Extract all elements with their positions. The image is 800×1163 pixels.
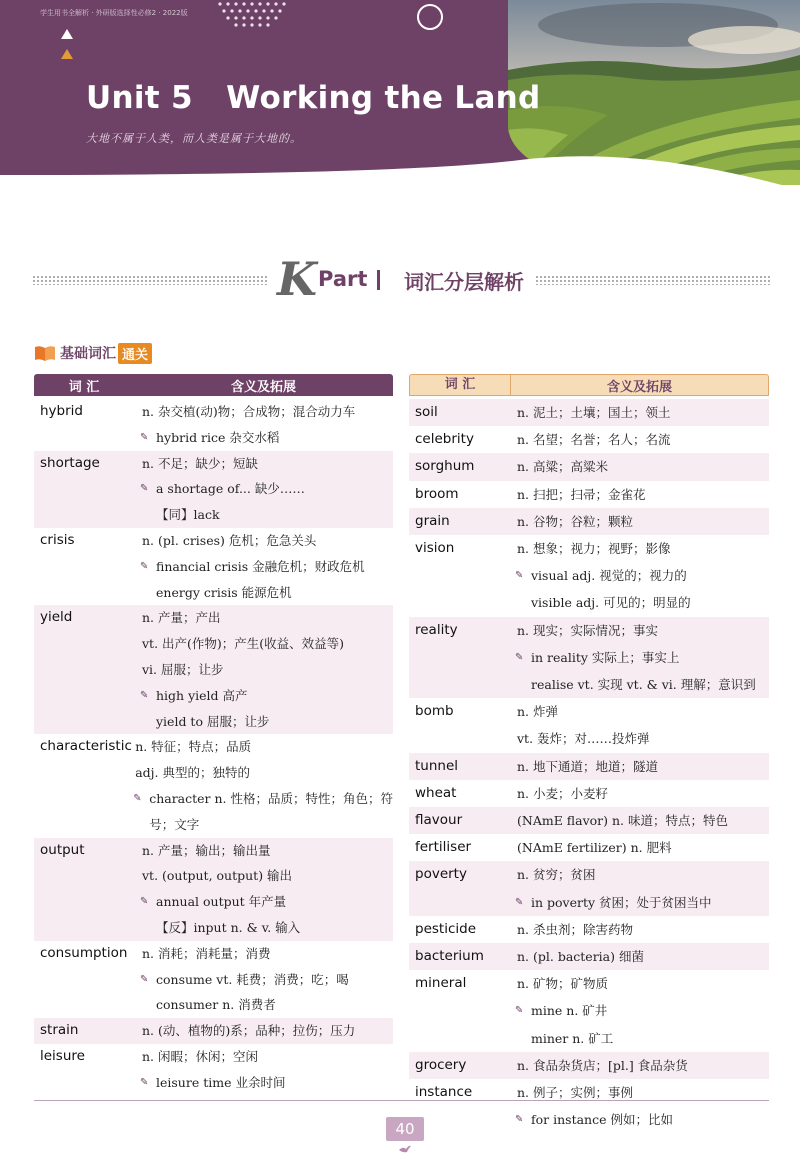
definition-line: (NAmE fertilizer) n. 肥料 [517, 840, 672, 856]
vocab-definitions [517, 481, 769, 508]
extension-line: ✎ in poverty 贫困；处于贫困当中 [517, 889, 769, 916]
definition-line: n. (pl. crises) 危机；危急关头 [142, 533, 317, 548]
unit-subtitle: 大地不属于人类，而人类是属于大地的。 [86, 132, 302, 145]
header-word: 词 汇 [68, 379, 100, 395]
definition-line: n. 地下通道；地道；隧道 [517, 758, 658, 774]
definition-line: energy crisis 能源危机 [156, 584, 292, 600]
vocab-definitions [517, 698, 769, 752]
definition-line: n. 食品杂货店；[pl.] 食品杂货 [517, 1057, 688, 1073]
vocab-entry [34, 734, 393, 837]
vocab-definitions [517, 834, 769, 861]
extension-line: ✎ annual output 年产量 [142, 889, 393, 915]
vocab-word: yield [40, 609, 73, 626]
vocab-entry [34, 1018, 393, 1044]
vocab-entry [409, 453, 769, 480]
vocab-definitions [517, 753, 769, 780]
vocab-entry [409, 780, 769, 807]
vocab-word: instance [415, 1084, 473, 1100]
definition-line: n. 想象；视力；视野；影像 [517, 541, 671, 556]
vocab-definitions [517, 861, 769, 915]
definition-line: n. 贫穷；贫困 [517, 867, 596, 883]
triangle-orange-decoration [61, 49, 73, 59]
definition-line: n. 现实；实际情况；事实 [517, 622, 658, 638]
vocab-entry [409, 916, 769, 943]
vocab-entry [34, 838, 393, 941]
vocab-entry [34, 399, 393, 451]
extension-line: ✎ visual adj. 视觉的；视力的 [517, 562, 769, 589]
vocab-word: leisure [40, 1048, 85, 1064]
definition-line: miner n. 矿工 [531, 1030, 614, 1046]
vocab-word: shortage [40, 454, 100, 471]
extension-line: ✎ consume vt. 耗费；消费；吃；喝 [142, 967, 393, 993]
definition-line: realise vt. 实现 vt. & vi. 理解；意识到 [531, 676, 756, 692]
definition-line: vt. (output, output) 输出 [142, 868, 293, 884]
book-icon [34, 344, 56, 362]
part-word: Part [318, 267, 368, 291]
vocab-entry [409, 481, 769, 508]
vocab-definitions [142, 941, 393, 1018]
extension-line: ✎ a shortage of... 缺少…… [142, 476, 393, 502]
definition-line: n. 杀虫剂；除害药物 [517, 921, 633, 937]
vocab-word: grain [415, 512, 450, 529]
section-label [34, 342, 152, 364]
vocab-entry [409, 1052, 769, 1079]
definition-line: n. 高粱；高粱米 [517, 459, 608, 475]
banner-curve [0, 120, 800, 200]
vocab-definitions [142, 1044, 393, 1096]
definition-line: (NAmE flavor) n. 味道；特点；特色 [517, 813, 728, 828]
definition-line: n. 产量；产出 [142, 610, 221, 626]
vocab-word: mineral [415, 975, 467, 992]
vocab-word: hybrid [40, 403, 83, 419]
vocab-entry [409, 399, 769, 426]
vocab-word: poverty [415, 866, 467, 883]
vocab-definitions [517, 943, 769, 970]
definition-line: n. 产量；输出；输出量 [142, 842, 271, 858]
vocab-definitions [142, 605, 393, 734]
vocab-definitions [517, 535, 769, 617]
vocab-word: flavour [415, 812, 463, 828]
dotted-rule-left [32, 275, 267, 285]
vocab-definitions [142, 1018, 393, 1044]
definition-line: vi. 屈服；让步 [142, 661, 224, 677]
definition-line: vt. 出产(作物)；产生(收益、效益等) [142, 636, 345, 652]
vocab-definitions [517, 399, 769, 426]
vocab-definitions [142, 528, 393, 605]
vocab-word: characteristic [40, 738, 132, 755]
vocab-word: wheat [415, 784, 457, 801]
header-meaning: 含义及拓展 [230, 379, 296, 395]
extension-line: ✎ in reality 实际上；事实上 [517, 644, 769, 671]
vocab-definitions [517, 780, 769, 807]
vocab-word: consumption [40, 944, 128, 961]
vocab-definitions [517, 1052, 769, 1079]
vocab-entry [34, 941, 393, 1018]
definition-line: n. 泥土；土壤；国土；领土 [517, 405, 671, 420]
extension-line: ✎ character n. 性格；品质；特性；角色；符 [135, 786, 393, 812]
part-divider [377, 270, 380, 290]
book-meta: 学生用书全解析 · 外研版选择性必修2 · 2022版 [40, 9, 188, 17]
vocab-entry [409, 970, 769, 1052]
definition-line: vt. 轰炸；对……投炸弹 [517, 731, 650, 747]
extension-line: ✎ high yield 高产 [142, 683, 393, 709]
extension-line: ✎ for instance 例如；比如 [517, 1106, 769, 1133]
part-letter: K [277, 252, 317, 306]
vocab-definitions [142, 399, 393, 451]
vocab-entry [409, 698, 769, 752]
definition-line: n. 扫把；扫帚；金雀花 [517, 486, 646, 502]
vocab-entry [409, 426, 769, 453]
dotted-rule-right [535, 275, 770, 285]
header-word: 词 汇 [410, 375, 511, 395]
vocab-word: output [40, 841, 85, 858]
part-title: 词汇分层解析 [404, 270, 524, 294]
vocab-definitions [517, 970, 769, 1052]
definition-line: n. 炸弹 [517, 704, 558, 720]
vocab-entry [34, 528, 393, 605]
table-header [34, 374, 393, 396]
dots-decoration [215, 0, 305, 30]
definition-line: n. 特征；特点；品质 [135, 739, 252, 755]
extension-line: ✎ financial crisis 金融危机；财政危机 [142, 554, 393, 580]
definition-line: n. 矿物；矿物质 [517, 976, 608, 992]
vocab-word: vision [415, 540, 455, 556]
vocab-definitions [142, 451, 393, 528]
definition-line: n. 消耗；消耗量；消费 [142, 945, 271, 961]
definition-line: n. 例子；实例；事例 [517, 1085, 633, 1100]
triangle-white-decoration [61, 29, 73, 39]
vocab-word: reality [415, 621, 458, 638]
vocab-entry [34, 1044, 393, 1096]
vocab-entry [409, 807, 769, 834]
vocab-word: broom [415, 485, 459, 502]
bird-icon [398, 1144, 412, 1154]
definition-line: 号；文字 [149, 816, 200, 832]
vocab-word: crisis [40, 532, 75, 548]
definition-line: n. (pl. bacteria) 细菌 [517, 949, 644, 964]
vocab-entry [34, 451, 393, 528]
section-title: 基础词汇 [60, 346, 116, 362]
vocab-entry [409, 535, 769, 617]
vocab-word: fertiliser [415, 839, 472, 856]
page-number: 40 [386, 1117, 424, 1141]
footer-rule [34, 1100, 769, 1101]
vocab-definitions [517, 508, 769, 535]
definition-line: n. 不足；缺少；短缺 [142, 455, 258, 471]
vocab-table-right [409, 374, 769, 1128]
vocab-word: pesticide [415, 920, 477, 937]
definition-line: visible adj. 可见的；明显的 [531, 595, 691, 611]
circle-decoration [417, 4, 443, 30]
vocab-entry [409, 943, 769, 970]
definition-line: n. 小麦；小麦籽 [517, 785, 608, 801]
vocab-entry [409, 1079, 769, 1133]
definition-line: 【反】input n. & v. 输入 [156, 919, 301, 935]
vocab-table-left [34, 374, 393, 1090]
table-header [409, 374, 769, 396]
definition-line: n. 杂交植(动)物；合成物；混合动力车 [142, 404, 356, 419]
definition-line: adj. 典型的；独特的 [135, 765, 250, 781]
header-meaning: 含义及拓展 [606, 379, 672, 395]
vocab-word: sorghum [415, 458, 475, 475]
section-tag: 通关 [118, 343, 152, 364]
definition-line: n. 闲暇；休闲；空闲 [142, 1049, 258, 1064]
vocab-definitions [517, 916, 769, 943]
vocab-definitions [517, 426, 769, 453]
vocab-entry [409, 508, 769, 535]
unit-title: Unit 5 Working the Land [86, 80, 541, 116]
vocab-word: soil [415, 404, 438, 420]
extension-line: ✎ hybrid rice 杂交水稻 [142, 425, 393, 451]
definition-line: n. (动、植物的)系；品种；拉伤；压力 [142, 1023, 356, 1039]
definition-line: n. 谷物；谷粒；颗粒 [517, 513, 633, 529]
vocab-definitions [142, 838, 393, 941]
vocab-definitions [517, 453, 769, 480]
definition-line: n. 名望；名誉；名人；名流 [517, 432, 671, 448]
vocab-word: bomb [415, 703, 454, 720]
definition-line: 【同】lack [156, 507, 220, 523]
definition-line: consumer n. 消费者 [156, 997, 276, 1013]
vocab-definitions [517, 807, 769, 834]
definition-line: yield to 屈服；让步 [156, 713, 270, 729]
extension-line: ✎ leisure time 业余时间 [142, 1070, 393, 1096]
vocab-entry [409, 834, 769, 861]
vocab-word: grocery [415, 1056, 467, 1073]
vocab-definitions [135, 734, 393, 837]
vocab-entry [409, 753, 769, 780]
vocab-word: tunnel [415, 757, 459, 774]
vocab-definitions [517, 617, 769, 699]
vocab-entry [409, 617, 769, 699]
vocab-entry [409, 861, 769, 915]
part-heading [32, 252, 768, 306]
extension-line: ✎ mine n. 矿井 [517, 997, 769, 1024]
vocab-definitions [517, 1079, 769, 1133]
vocab-word: bacterium [415, 948, 484, 964]
vocab-entry [34, 605, 393, 734]
vocab-word: celebrity [415, 431, 474, 448]
vocab-word: strain [40, 1022, 79, 1039]
